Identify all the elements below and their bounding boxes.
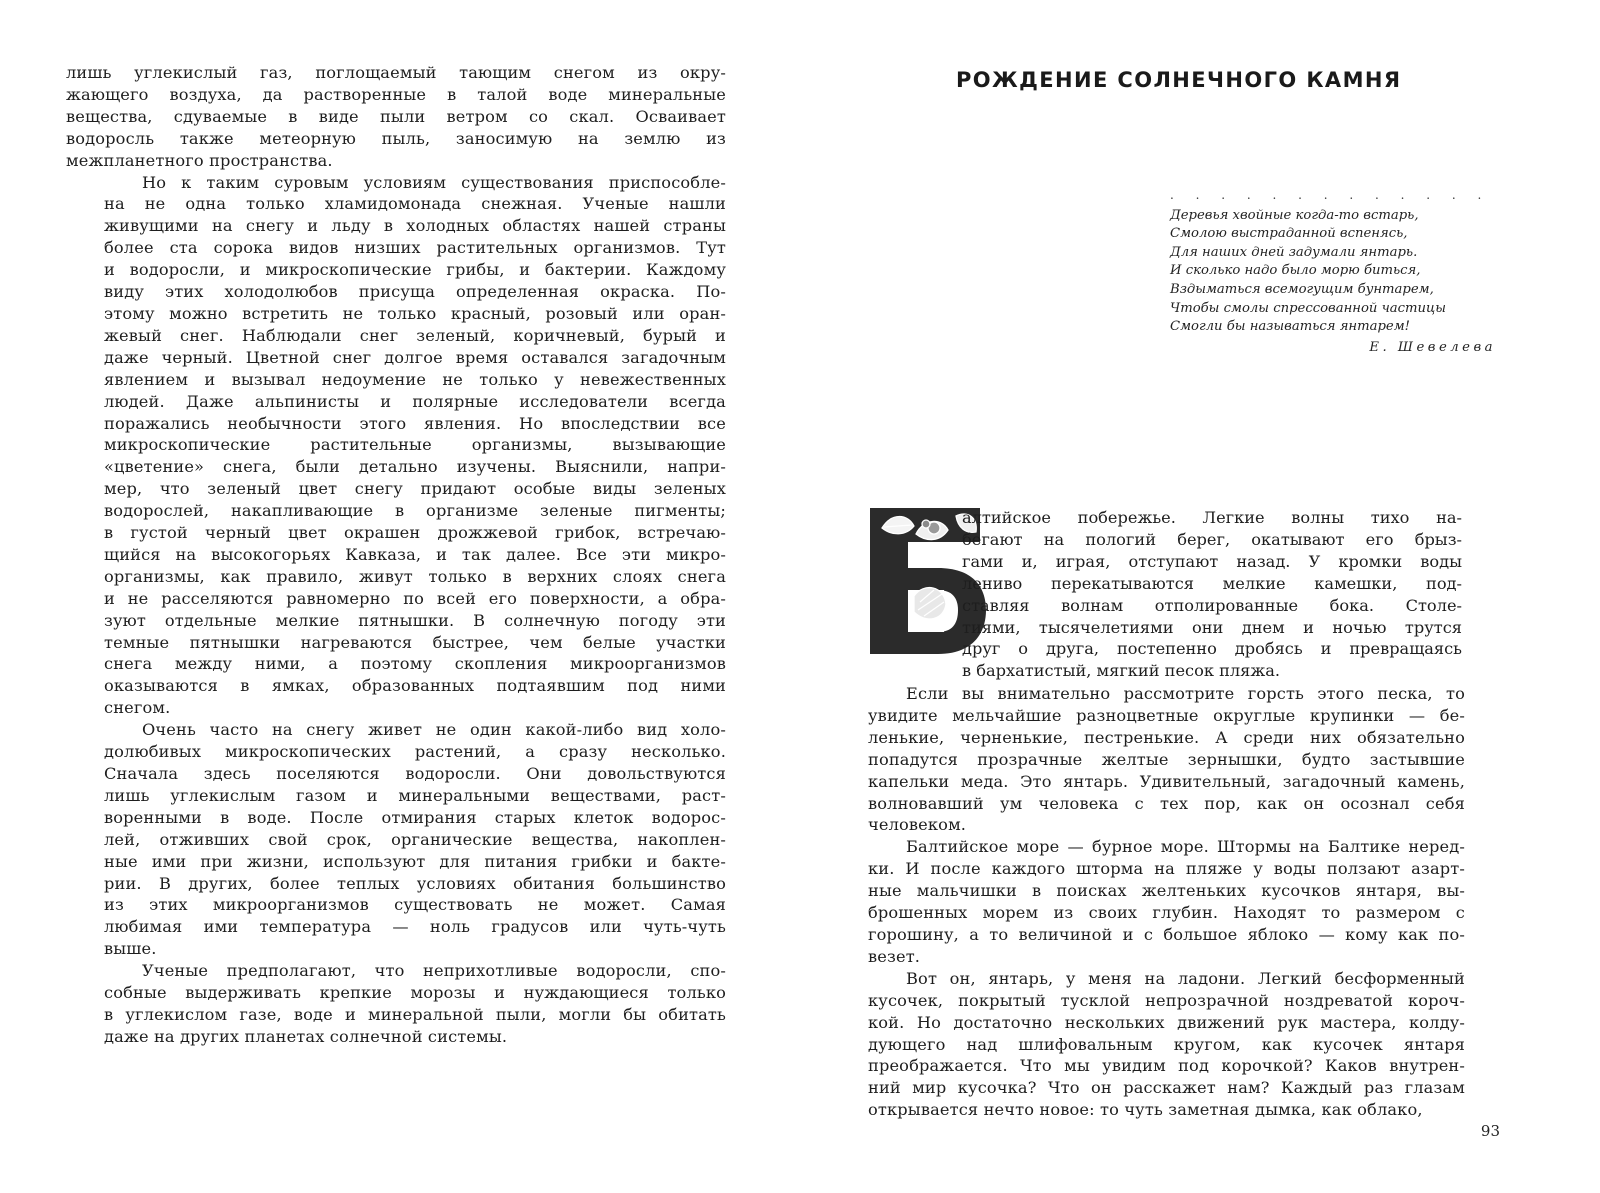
text-line: капельки меда. Это янтарь. Удивительный, загадочный камень, xyxy=(868,771,1465,791)
text-line: гами и, играя, отступают назад. У кромки воды xyxy=(962,551,1462,571)
text-line: дующего над шлифовальным кругом, как кусочек янтаря xyxy=(868,1034,1465,1054)
text-line: жевый снег. Наблюдали снег зеленый, коричневый, бурый и xyxy=(104,325,726,345)
epigraph-line: Смогли бы называться янтарем! xyxy=(1170,319,1410,335)
text-line: человеком. xyxy=(868,815,967,835)
text-line: тиями, тысячелетиями они днем и ночью трутся xyxy=(962,617,1462,637)
text-line: лишь углекислый газ, поглощаемый тающим снегом из окру- xyxy=(66,63,726,82)
text-line: любимая ими температура — ноль градусов или чуть-чуть xyxy=(104,917,726,937)
text-line: друг о друга, постепенно дробясь и превращаясь xyxy=(962,639,1462,659)
text-line: этому можно встретить не только красный, розовый или оран- xyxy=(104,303,726,323)
text-line: Ученые предполагают, что неприхотливые водоросли, спо- xyxy=(142,961,726,981)
text-line: оказываются в ямках, образованных подтаявшим под ними xyxy=(104,676,726,696)
text-line: горошину, а то величиной и с большое яблоко — кому как по- xyxy=(868,924,1465,944)
epigraph-author: Е. Шевелева xyxy=(1369,339,1496,355)
epigraph-line: И сколько надо было морю биться, xyxy=(1170,263,1421,279)
text-line: Если вы внимательно рассмотрите горсть этого песка, то xyxy=(906,684,1465,703)
chapter-title: РОЖДЕНИЕ СОЛНЕЧНОГО КАМНЯ xyxy=(956,68,1402,92)
text-line: кой. Но достаточно нескольких движений рук мастера, колду- xyxy=(868,1012,1465,1032)
text-line: живущими на снегу и льду в холодных областях нашей страны xyxy=(104,216,726,236)
text-line: везет. xyxy=(868,946,921,966)
text-line: даже на других планетах солнечной системы. xyxy=(104,1026,508,1046)
paragraph xyxy=(66,960,726,1048)
right-page-text xyxy=(830,683,1465,1121)
text-line: лениво перекатываются мелкие камешки, под- xyxy=(962,573,1462,593)
text-line: людей. Даже альпинисты и полярные исследователи всегда xyxy=(104,391,726,411)
drop-cap-paragraph xyxy=(962,507,1462,682)
paragraph xyxy=(830,836,1465,967)
text-line: ставляя волнам отполированные бока. Столе- xyxy=(962,595,1462,615)
text-line: в бархатистый, мягкий песок пляжа. xyxy=(962,661,1281,681)
text-line: зуют отдельные мелкие пятнышки. В солнечную погоду эти xyxy=(104,610,726,630)
text-line: щийся на высокогорьях Кавказа, и так далее. Все эти микро- xyxy=(104,544,726,564)
text-line: водоросль также метеорную пыль, заносимую на землю из xyxy=(66,128,726,148)
text-line: «цветение» снега, были детально изучены. Выяснили, напри- xyxy=(104,457,726,477)
text-line: жающего воздуха, да растворенные в талой воде минеральные xyxy=(66,84,726,104)
text-line: организмы, как правило, живут только в верхних слоях снега xyxy=(104,566,726,586)
text-line: снега между ними, а поэтому скопления микроорганизмов xyxy=(104,654,726,674)
epigraph-dots: . . . . . . . . . . . . . xyxy=(1170,188,1491,202)
paragraph xyxy=(830,968,1465,1121)
text-line: виду этих холодолюбов присуща определенная окраска. По- xyxy=(104,282,726,302)
text-line: на не одна только хламидомонада снежная. Ученые нашли xyxy=(104,194,726,214)
text-line: Очень часто на снегу живет не один какой-либо вид холо- xyxy=(142,720,726,740)
text-line: долюбивых микроскопических растений, а сразу несколько. xyxy=(104,742,726,762)
text-line: в густой черный цвет окрашен дрожжевой грибок, встречаю- xyxy=(104,523,726,543)
text-line: Балтийское море — бурное море. Штормы на Балтике неред- xyxy=(906,837,1465,857)
text-line: брошенных морем из своих глубин. Находят то размером с xyxy=(868,903,1465,923)
text-line: более ста сорока видов низших растительных организмов. Тут xyxy=(104,238,726,258)
text-line: выше. xyxy=(104,939,157,959)
text-line: волновавший ум человека с тех пор, как он осознал себя xyxy=(868,793,1465,813)
text-line: бегают на пологий берег, окатывают его брыз- xyxy=(962,529,1462,549)
epigraph-line: Вздыматься всемогущим бунтарем, xyxy=(1170,281,1434,297)
left-page-text xyxy=(66,62,726,1048)
text-line: явлением и вызывал недоумение не только у невежественных xyxy=(104,369,726,389)
epigraph-line: Для наших дней задумали янтарь. xyxy=(1170,244,1418,260)
text-line: ные ими при жизни, используют для питания грибки и бакте- xyxy=(104,851,726,871)
text-line: мер, что зеленый цвет снегу придают особые виды зеленых xyxy=(104,479,726,499)
epigraph-line: Чтобы смолы спрессованной частицы xyxy=(1170,300,1446,316)
text-line: лишь углекислым газом и минеральными веществами, раст- xyxy=(104,785,726,805)
page-number: 93 xyxy=(1480,1122,1500,1140)
epigraph-poem xyxy=(1170,207,1500,337)
text-line: увидите мельчайшие разноцветные округлые крупинки — бе- xyxy=(868,705,1465,725)
text-line: воренными в воде. После отмирания старых клеток водорос- xyxy=(104,807,726,827)
text-line: ные мальчишки в поисках желтеньких кусочков янтаря, вы- xyxy=(868,881,1465,901)
text-line: из этих микроорганизмов существовать не может. Самая xyxy=(104,895,726,915)
text-line: и не расселяются равномерно по всей его поверхности, а обра- xyxy=(104,588,726,608)
text-line: в углекислом газе, воде и минеральной пыли, могли бы обитать xyxy=(104,1004,726,1024)
text-line: ний мир кусочка? Что он расскажет нам? Каждый раз глазам xyxy=(868,1078,1465,1098)
text-line: даже черный. Цветной снег долгое время оставался загадочным xyxy=(104,347,726,367)
text-line: алтийское побережье. Легкие волны тихо на- xyxy=(962,508,1462,527)
text-line: межпланетного пространства. xyxy=(66,150,333,170)
paragraph xyxy=(66,62,726,172)
text-line: Но к таким суровым условиям существования приспособле- xyxy=(142,172,726,192)
paragraph xyxy=(66,719,726,960)
paragraph xyxy=(830,683,1465,836)
paragraph xyxy=(66,172,726,720)
text-line: ленькие, черненькие, пестренькие. А среди них обязательно xyxy=(868,727,1465,747)
text-line: водорослей, накапливающие в организме зеленые пигменты; xyxy=(104,501,726,521)
text-line: и водоросли, и микроскопические грибы, и бактерии. Каждому xyxy=(104,260,726,280)
text-line: микроскопические растительные организмы, вызывающие xyxy=(104,435,726,455)
text-line: ки. И после каждого шторма на пляже у воды ползают азарт- xyxy=(868,859,1465,879)
text-line: лей, отживших свой срок, органические вещества, накоплен- xyxy=(104,829,726,849)
text-line: кусочек, покрытый тусклой непрозрачной ноздреватой короч- xyxy=(868,990,1465,1010)
text-line: темные пятнышки нагреваются быстрее, чем белые участки xyxy=(104,632,726,652)
epigraph xyxy=(1170,186,1500,357)
text-line: попадутся прозрачные желтые зернышки, будто застывшие xyxy=(868,749,1465,769)
text-line: открывается нечто новое: то чуть заметная дымка, как облако, xyxy=(868,1100,1423,1120)
epigraph-line: Деревья хвойные когда-то встарь, xyxy=(1170,207,1419,223)
text-line: преображается. Что мы увидим под корочкой? Каков внутрен- xyxy=(868,1056,1465,1076)
text-line: снегом. xyxy=(104,698,171,718)
epigraph-line: Смолою выстраданной вспенясь, xyxy=(1170,226,1408,242)
text-line: вещества, сдуваемые в виде пыли ветром со скал. Осваивает xyxy=(66,106,726,126)
text-line: рии. В других, более теплых условиях обитания большинство xyxy=(104,873,726,893)
text-line: Вот он, янтарь, у меня на ладони. Легкий бесформенный xyxy=(906,968,1465,988)
text-line: собные выдерживать крепкие морозы и нуждающиеся только xyxy=(104,983,726,1003)
text-line: поражались необычности этого явления. Но впоследствии все xyxy=(104,413,726,433)
text-line: Сначала здесь поселяются водоросли. Они довольствуются xyxy=(104,764,726,783)
